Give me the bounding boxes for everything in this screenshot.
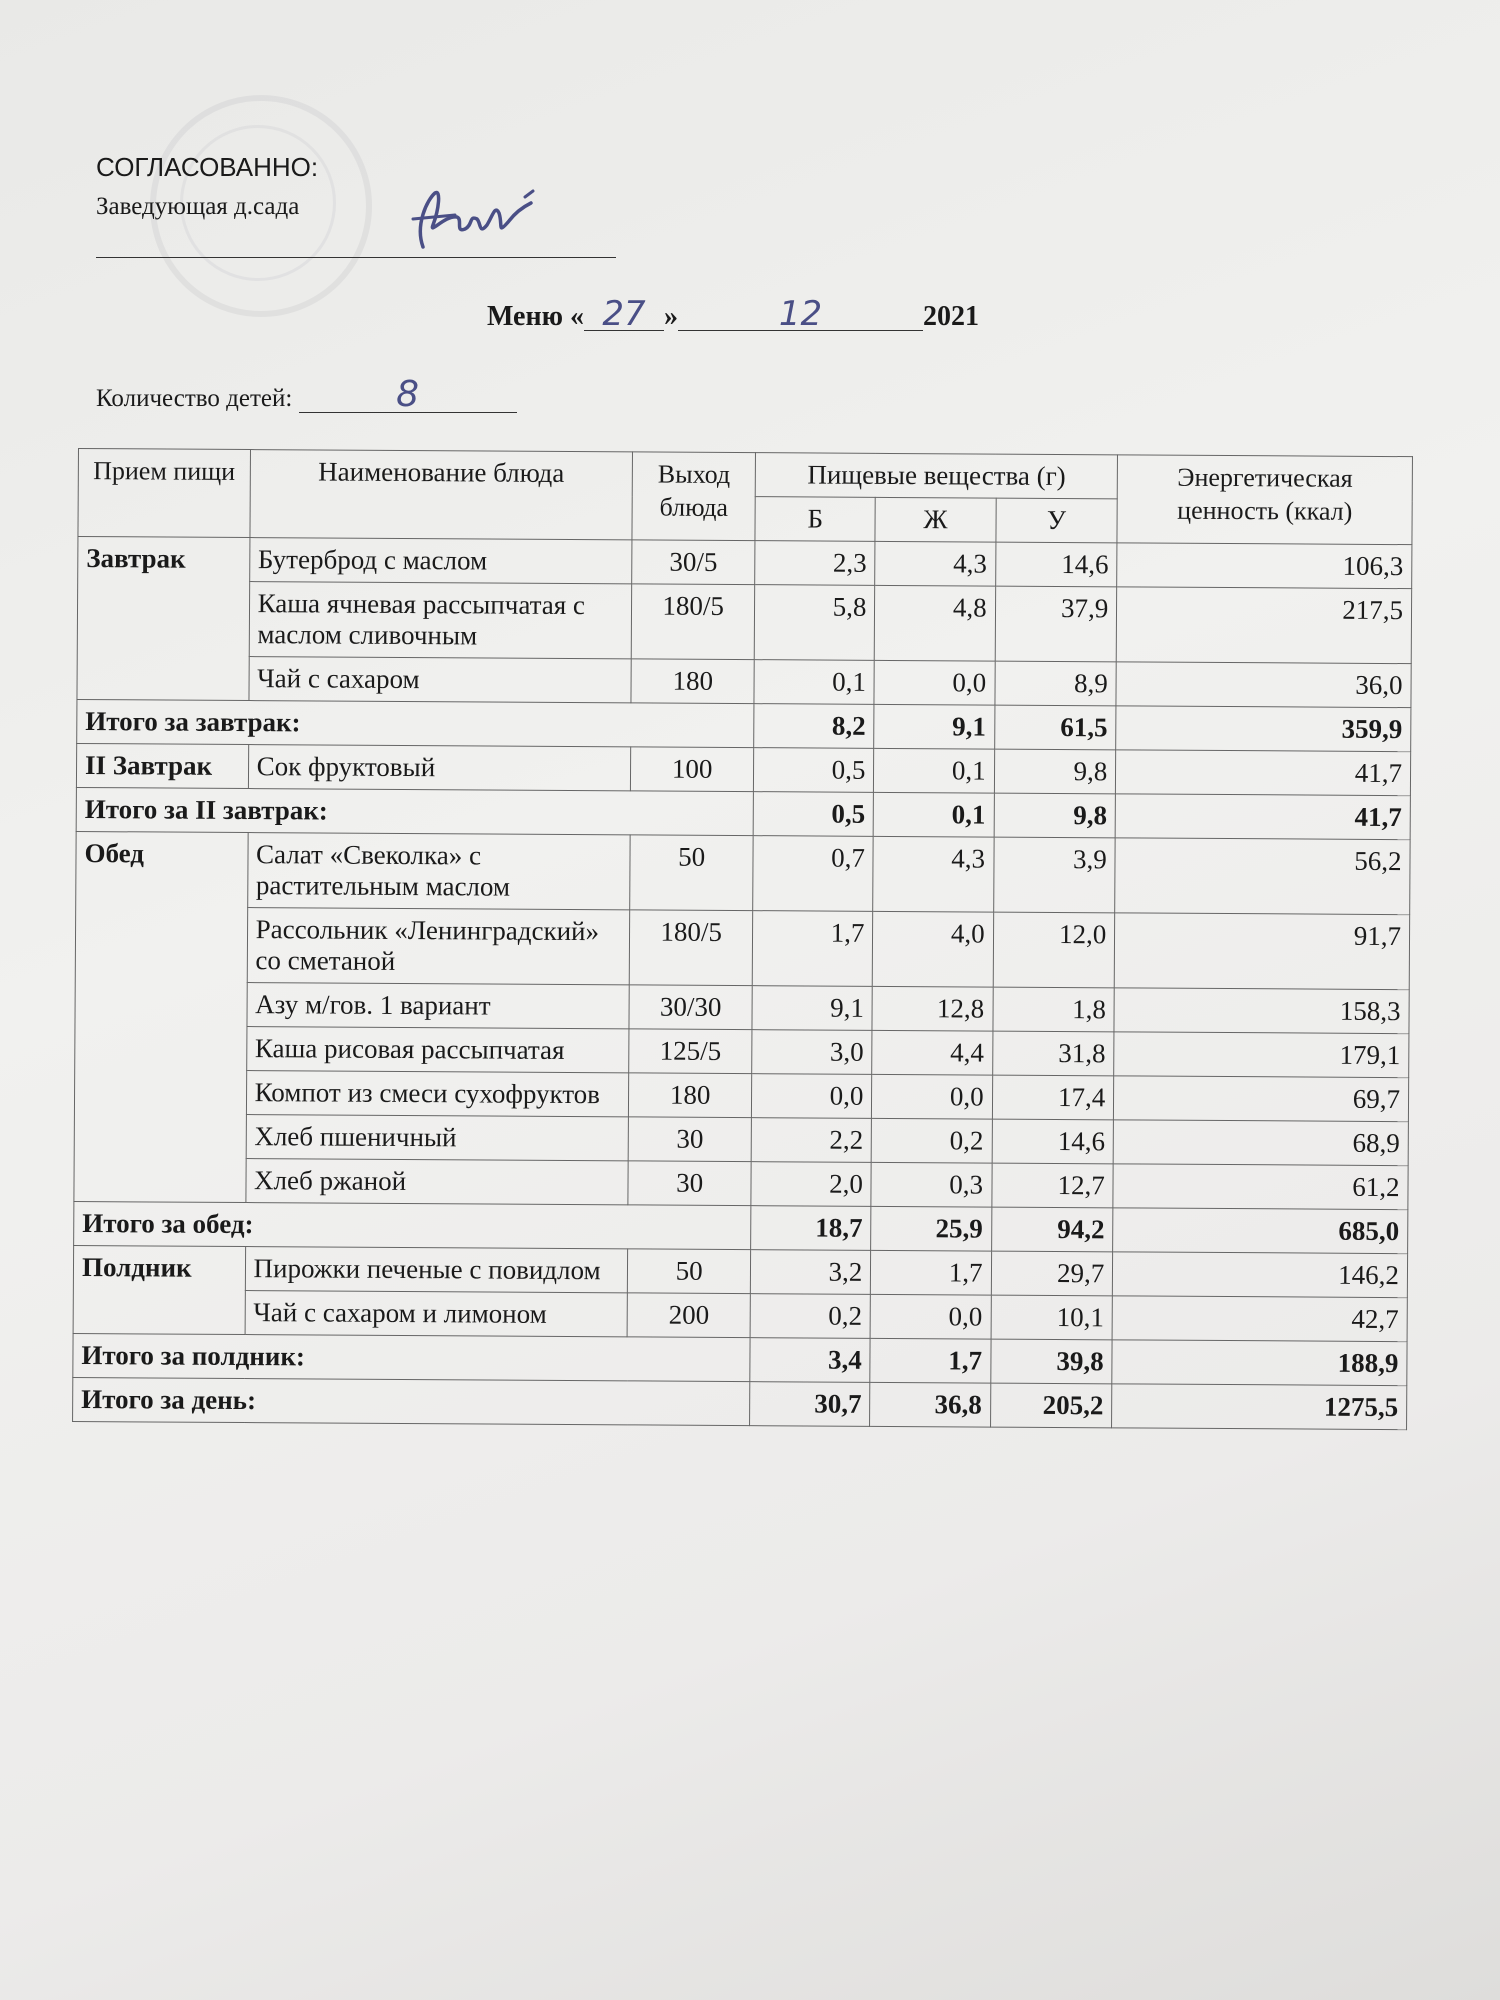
fat-value: 4,4 <box>872 1030 993 1075</box>
protein-value: 0,5 <box>754 748 875 793</box>
header-u: У <box>996 498 1118 543</box>
day-total-protein: 30,7 <box>750 1382 871 1427</box>
dish-output: 180/5 <box>629 910 752 986</box>
menu-month: 12 <box>678 298 923 331</box>
dish-output: 50 <box>628 1249 751 1294</box>
carb-value: 29,7 <box>991 1251 1113 1296</box>
carb-value: 17,4 <box>992 1075 1114 1120</box>
kcal-value: 42,7 <box>1112 1296 1407 1342</box>
total-carb: 61,5 <box>994 705 1116 750</box>
meal-second-breakfast: II Завтрак <box>76 743 248 788</box>
fat-value: 0,0 <box>870 1294 991 1339</box>
dish-name: Чай с сахаром <box>249 657 632 703</box>
total-fat: 9,1 <box>874 704 995 749</box>
carb-value: 14,6 <box>995 542 1117 587</box>
total-carb: 39,8 <box>990 1339 1112 1384</box>
protein-value: 0,2 <box>750 1294 871 1339</box>
children-count-value: 8 <box>299 378 517 413</box>
dish-name: Бутерброд с маслом <box>249 538 632 584</box>
kcal-value: 61,2 <box>1113 1164 1408 1210</box>
kcal-value: 56,2 <box>1115 838 1410 915</box>
total-protein: 8,2 <box>754 704 875 749</box>
fat-value: 0,2 <box>872 1118 993 1163</box>
kcal-value: 158,3 <box>1114 988 1409 1034</box>
menu-title-prefix: Меню « <box>487 301 585 332</box>
kcal-value: 68,9 <box>1113 1120 1408 1166</box>
carb-value: 37,9 <box>995 586 1117 662</box>
kcal-value: 41,7 <box>1116 750 1411 796</box>
total-fat: 25,9 <box>871 1206 992 1251</box>
dish-name: Азу м/гов. 1 вариант <box>247 983 630 1029</box>
total-protein: 0,5 <box>753 792 874 837</box>
table-row <box>75 906 1409 989</box>
total-kcal: 188,9 <box>1112 1340 1407 1386</box>
carb-value: 1,8 <box>993 987 1115 1032</box>
day-total-fat: 36,8 <box>870 1382 991 1427</box>
dish-output: 50 <box>630 835 753 911</box>
fat-value: 0,1 <box>874 748 995 793</box>
total-carb: 9,8 <box>994 793 1116 838</box>
fat-value: 0,3 <box>871 1162 992 1207</box>
header-b: Б <box>755 497 876 542</box>
table-row <box>76 831 1410 914</box>
protein-value: 2,0 <box>751 1162 872 1207</box>
dish-output: 180 <box>629 1073 752 1118</box>
menu-table <box>72 448 1413 1430</box>
dish-name: Хлеб ржаной <box>245 1159 628 1205</box>
dish-output: 30 <box>628 1161 751 1206</box>
day-total-kcal: 1275,5 <box>1112 1384 1407 1430</box>
total-fat: 1,7 <box>870 1338 991 1383</box>
carb-value: 8,9 <box>995 661 1117 706</box>
total-kcal: 41,7 <box>1115 794 1410 840</box>
total-label: Итого за полдник: <box>73 1333 750 1381</box>
protein-value: 0,0 <box>752 1074 873 1119</box>
total-kcal: 685,0 <box>1113 1208 1408 1254</box>
protein-value: 3,0 <box>752 1030 873 1075</box>
table-row <box>77 581 1411 664</box>
dish-name: Каша ячневая рассыпчатая с маслом сливочным <box>249 582 632 659</box>
dish-name: Каша рисовая рассыпчатая <box>246 1027 629 1073</box>
header-zh: Ж <box>875 497 996 542</box>
dish-output: 125/5 <box>629 1029 752 1074</box>
table-header-row <box>78 449 1412 501</box>
total-fat: 0,1 <box>874 792 995 837</box>
protein-value: 1,7 <box>752 911 873 987</box>
kcal-value: 179,1 <box>1114 1032 1409 1078</box>
fat-value: 1,7 <box>871 1250 992 1295</box>
kcal-value: 106,3 <box>1117 543 1412 589</box>
fat-value: 4,3 <box>873 836 994 912</box>
carb-value: 3,9 <box>993 837 1115 913</box>
fat-value: 0,0 <box>874 660 995 705</box>
dish-output: 180 <box>631 659 754 704</box>
protein-value: 9,1 <box>752 986 873 1031</box>
carb-value: 14,6 <box>992 1119 1114 1164</box>
children-count-line <box>96 374 517 415</box>
dish-output: 30 <box>628 1117 751 1162</box>
carb-value: 9,8 <box>994 749 1116 794</box>
fat-value: 0,0 <box>872 1074 993 1119</box>
total-row-day <box>73 1377 1407 1429</box>
total-label: Итого за обед: <box>74 1201 751 1249</box>
total-protein: 18,7 <box>751 1206 872 1251</box>
kcal-value: 91,7 <box>1115 913 1410 990</box>
fat-value: 4,8 <box>875 585 996 661</box>
carb-value: 12,7 <box>991 1163 1113 1208</box>
dish-output: 200 <box>627 1293 750 1338</box>
menu-title-middle: » <box>664 301 679 332</box>
protein-value: 0,1 <box>754 660 875 705</box>
header-dish: Наименование блюда <box>250 450 633 540</box>
total-kcal: 359,9 <box>1116 706 1411 752</box>
menu-title <box>487 294 980 334</box>
carb-value: 12,0 <box>993 912 1115 988</box>
dish-name: Чай с сахаром и лимоном <box>245 1291 628 1337</box>
fat-value: 4,0 <box>873 911 994 987</box>
header-output: Выход блюда <box>632 452 755 541</box>
dish-name: Рассольник «Ленинградский» со сметаной <box>247 908 630 985</box>
dish-output: 180/5 <box>631 584 754 660</box>
kcal-value: 36,0 <box>1116 662 1411 708</box>
dish-output: 100 <box>631 747 754 792</box>
menu-day: 27 <box>584 298 664 331</box>
dish-name: Хлеб пшеничный <box>246 1115 629 1161</box>
kcal-value: 146,2 <box>1113 1252 1408 1298</box>
day-total-carb: 205,2 <box>990 1383 1112 1428</box>
protein-value: 2,2 <box>751 1118 872 1163</box>
fat-value: 4,3 <box>875 541 996 586</box>
handwritten-signature <box>405 185 555 260</box>
protein-value: 5,8 <box>754 585 875 661</box>
approved-heading: СОГЛАСОВАННО: <box>96 152 319 182</box>
meal-lunch: Обед <box>74 831 248 1202</box>
day-total-label: Итого за день: <box>73 1377 750 1425</box>
total-protein: 3,4 <box>750 1338 871 1383</box>
dish-name: Компот из смеси сухофруктов <box>246 1071 629 1117</box>
carb-value: 31,8 <box>992 1031 1114 1076</box>
dish-name: Сок фруктовый <box>248 745 631 791</box>
dish-name: Салат «Свеколка» с растительным маслом <box>247 833 630 910</box>
dish-output: 30/5 <box>632 540 755 585</box>
protein-value: 0,7 <box>753 836 874 912</box>
children-count-label: Количество детей: <box>96 385 293 412</box>
total-label: Итого за II завтрак: <box>76 787 753 835</box>
fat-value: 12,8 <box>872 986 993 1031</box>
header-energy: Энергетическая ценность (ккал) <box>1117 455 1412 545</box>
protein-value: 2,3 <box>755 541 876 586</box>
carb-value: 10,1 <box>991 1295 1113 1340</box>
header-meal: Прием пищи <box>78 449 250 538</box>
protein-value: 3,2 <box>750 1250 871 1295</box>
total-label: Итого за завтрак: <box>77 699 754 747</box>
meal-snack: Полдник <box>73 1245 245 1334</box>
total-carb: 94,2 <box>991 1207 1113 1252</box>
kcal-value: 69,7 <box>1114 1076 1409 1122</box>
head-role-label: Заведующая д.сада <box>96 193 300 220</box>
header-nutrients: Пищевые вещества (г) <box>755 453 1117 499</box>
kcal-value: 217,5 <box>1116 587 1411 664</box>
meal-breakfast: Завтрак <box>77 537 250 701</box>
menu-year: 2021 <box>923 301 980 332</box>
dish-name: Пирожки печеные с повидлом <box>245 1247 628 1293</box>
dish-output: 30/30 <box>629 985 752 1030</box>
